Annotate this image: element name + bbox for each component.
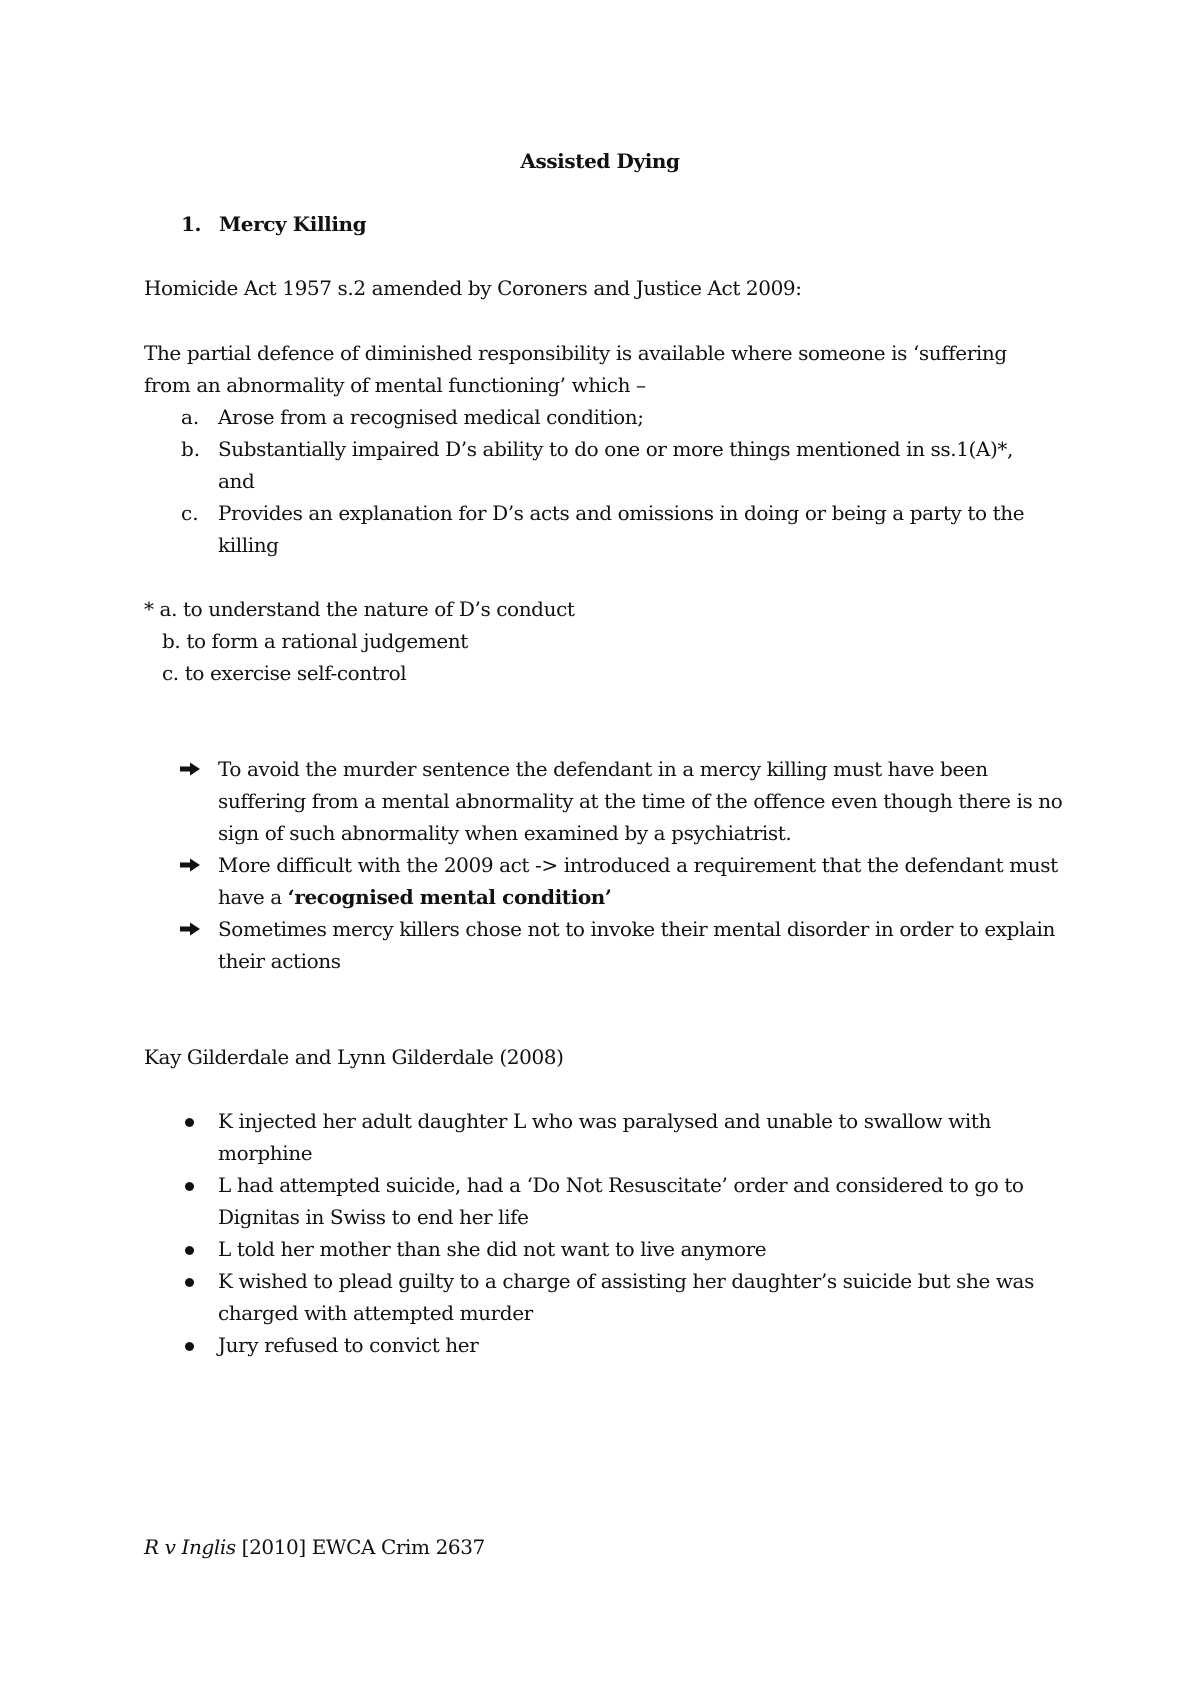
case-title: Kay Gilderdale and Lynn Gilderdale (2008) — [144, 1045, 564, 1069]
arrow-point-text: suffering from a mental abnormality at the time of the offence even though there is no — [218, 789, 1063, 813]
footnote-line: * a. to understand the nature of D’s conduct — [144, 597, 575, 621]
statute-reference: Homicide Act 1957 s.2 amended by Coroners and Justice Act 2009: — [144, 276, 802, 300]
emphasis-term: ‘recognised mental condition’ — [287, 885, 612, 909]
bullet-icon — [185, 1342, 194, 1351]
arrow-icon — [179, 849, 201, 881]
bullet-text: K injected her adult daughter L who was paralysed and unable to swallow with — [218, 1109, 991, 1133]
arrow-point-text — [218, 881, 611, 913]
bullet-text-continued: charged with attempted murder — [218, 1301, 533, 1325]
case-reference: [2010] EWCA Crim 2637 — [235, 1535, 485, 1559]
case-citation — [144, 1531, 485, 1563]
condition-marker: c. — [181, 501, 199, 525]
bullet-text: L told her mother than she did not want to live anymore — [218, 1237, 767, 1261]
intro-line-2: from an abnormality of mental functioning’ which – — [144, 373, 646, 397]
bullet-text-continued: morphine — [218, 1141, 313, 1165]
bullet-text-continued: Dignitas in Swiss to end her life — [218, 1205, 529, 1229]
condition-text: Substantially impaired D’s ability to do one or more things mentioned in ss.1(A)*, — [218, 437, 1013, 461]
section-heading — [181, 208, 366, 240]
arrow-icon — [179, 913, 201, 945]
arrow-point-text: To avoid the murder sentence the defendant in a mercy killing must have been — [218, 757, 988, 781]
bullet-icon — [185, 1278, 194, 1287]
footnote-line: b. to form a rational judgement — [162, 629, 468, 653]
condition-marker: b. — [181, 437, 201, 461]
condition-marker: a. — [181, 405, 200, 429]
bullet-icon — [185, 1246, 194, 1255]
bullet-icon — [185, 1182, 194, 1191]
condition-text: Provides an explanation for D’s acts and omissions in doing or being a party to the — [218, 501, 1025, 525]
section-title: Mercy Killing — [219, 212, 367, 236]
arrow-point-text: More difficult with the 2009 act -> introduced a requirement that the defendant must — [218, 853, 1058, 877]
condition-text: Arose from a recognised medical condition; — [218, 405, 644, 429]
bullet-text: L had attempted suicide, had a ‘Do Not Resuscitate’ order and considered to go to — [218, 1173, 1024, 1197]
condition-text-continued: and — [218, 469, 255, 493]
arrow-point-text: Sometimes mercy killers chose not to invoke their mental disorder in order to explain — [218, 917, 1056, 941]
arrow-point-prefix: have a — [218, 885, 288, 909]
bullet-icon — [185, 1118, 194, 1127]
document-title: Assisted Dying — [520, 149, 680, 173]
section-number: 1. — [181, 212, 202, 236]
arrow-icon — [179, 753, 201, 785]
arrow-point-text: their actions — [218, 949, 341, 973]
footnote-line: c. to exercise self-control — [162, 661, 407, 685]
intro-line-1: The partial defence of diminished responsibility is available where someone is ‘suffering — [144, 341, 1007, 365]
bullet-text: K wished to plead guilty to a charge of assisting her daughter’s suicide but she was — [218, 1269, 1034, 1293]
condition-text-continued: killing — [218, 533, 279, 557]
case-name: R v Inglis — [144, 1535, 236, 1559]
arrow-point-text: sign of such abnormality when examined by a psychiatrist. — [218, 821, 792, 845]
bullet-text: Jury refused to convict her — [218, 1333, 479, 1357]
